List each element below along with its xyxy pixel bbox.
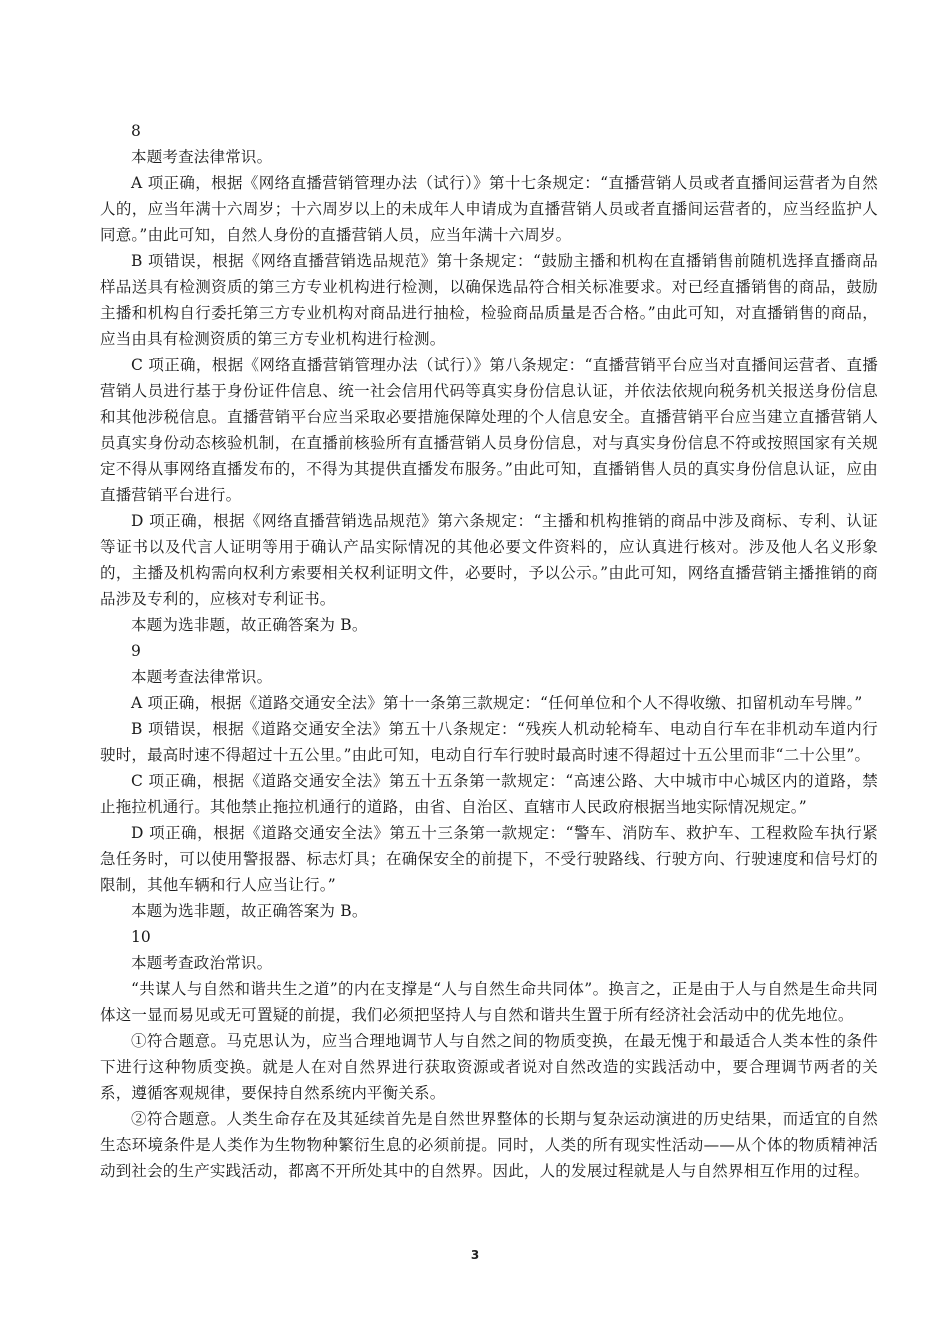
paragraph: ②符合题意。人类生命存在及其延续首先是自然世界整体的长期与复杂运动演进的历史结果，而适宜的自然生态环境条件是人类作为生物物种繁衍生息的必须前提。同时，人类的所有现实性活动——从个体的物质精神活动到社会的生产实践活动，都离不开所处其中的自然界。因此，人的发展过程就是人与自然界相互作用的过程。 <box>100 1110 878 1180</box>
paragraph: C 项正确，根据《道路交通安全法》第五十五条第一款规定：“高速公路、大中城市中心城区内的道路，禁止拖拉机通行。其他禁止拖拉机通行的道路，由省、自治区、直辖市人民政府根据当地实际情况规定。” <box>100 772 878 816</box>
paragraph: 本题考查政治常识。 <box>131 954 273 972</box>
answer-line: 本题为选非题，故正确答案为 B。 <box>131 616 368 634</box>
paragraph: 本题考查法律常识。 <box>131 668 273 686</box>
question-number: 8 <box>131 122 141 140</box>
document-body <box>100 118 878 1184</box>
paragraph: B 项错误，根据《道路交通安全法》第五十八条规定：“残疾人机动轮椅车、电动自行车在非机动车道内行驶时，最高时速不得超过十五公里。”由此可知，电动自行车行驶时最高时速不得超过十五公里而非“二十公里”。 <box>100 720 878 764</box>
answer-line: 本题为选非题，故正确答案为 B。 <box>131 902 368 920</box>
paragraph: “共谋人与自然和谐共生之道”的内在支撑是“人与自然生命共同体”。换言之，正是由于人与自然是生命共同体这一显而易见或无可置疑的前提，我们必须把坚持人与自然和谐共生置于所有经济社会活动中的优先地位。 <box>100 980 878 1024</box>
question-number: 10 <box>131 928 151 946</box>
paragraph: D 项正确，根据《网络直播营销选品规范》第六条规定：“主播和机构推销的商品中涉及商标、专利、认证等证书以及代言人证明等用于确认产品实际情况的其他必要文件资料的，应认真进行核对。涉及他人名义形象的，主播及机构需向权利方索要相关权利证明文件，必要时，予以公示。”由此可知，网络直播营销主播推销的商品涉及专利的，应核对专利证书。 <box>100 512 878 608</box>
paragraph: ①符合题意。马克思认为，应当合理地调节人与自然之间的物质变换，在最无愧于和最适合人类本性的条件下进行这种物质变换。就是人在对自然界进行获取资源或者说对自然改造的实践活动中，要合理调节两者的关系，遵循客观规律，要保持自然系统内平衡关系。 <box>100 1032 878 1102</box>
question-number: 9 <box>131 642 141 660</box>
page-number: 3 <box>470 1248 480 1262</box>
paragraph: A 项正确，根据《网络直播营销管理办法（试行）》第十七条规定：“直播营销人员或者直播间运营者为自然人的，应当年满十六周岁；十六周岁以上的未成年人申请成为直播营销人员或者直播间运营者的，应当经监护人同意。”由此可知，自然人身份的直播营销人员，应当年满十六周岁。 <box>100 174 878 244</box>
paragraph: C 项正确，根据《网络直播营销管理办法（试行）》第八条规定：“直播营销平台应当对直播间运营者、直播营销人员进行基于身份证件信息、统一社会信用代码等真实身份信息认证，并依法依规向税务机关报送身份信息和其他涉税信息。直播营销平台应当采取必要措施保障处理的个人信息安全。直播营销平台应当建立直播营销人员真实身份动态核验机制，在直播前核验所有直播营销人员身份信息，对与真实身份信息不符或按照国家有关规定不得从事网络直播发布的，不得为其提供直播发布服务。”由此可知，直播销售人员的真实身份信息认证，应由直播营销平台进行。 <box>100 356 878 504</box>
paragraph: D 项正确，根据《道路交通安全法》第五十三条第一款规定：“警车、消防车、救护车、工程救险车执行紧急任务时，可以使用警报器、标志灯具；在确保安全的前提下，不受行驶路线、行驶方向、行驶速度和信号灯的限制，其他车辆和行人应当让行。” <box>100 824 878 894</box>
paragraph: A 项正确，根据《道路交通安全法》第十一条第三款规定：“任何单位和个人不得收缴、扣留机动车号牌。” <box>131 694 863 712</box>
paragraph: 本题考查法律常识。 <box>131 148 273 166</box>
paragraph: B 项错误，根据《网络直播营销选品规范》第十条规定：“鼓励主播和机构在直播销售前随机选择直播商品样品送具有检测资质的第三方专业机构进行检测，以确保选品符合相关标准要求。对已经直播销售的商品，鼓励主播和机构自行委托第三方专业机构对商品进行抽检，检验商品质量是否合格。”由此可知，对直播销售的商品，应当由具有检测资质的第三方专业机构进行检测。 <box>100 252 878 348</box>
